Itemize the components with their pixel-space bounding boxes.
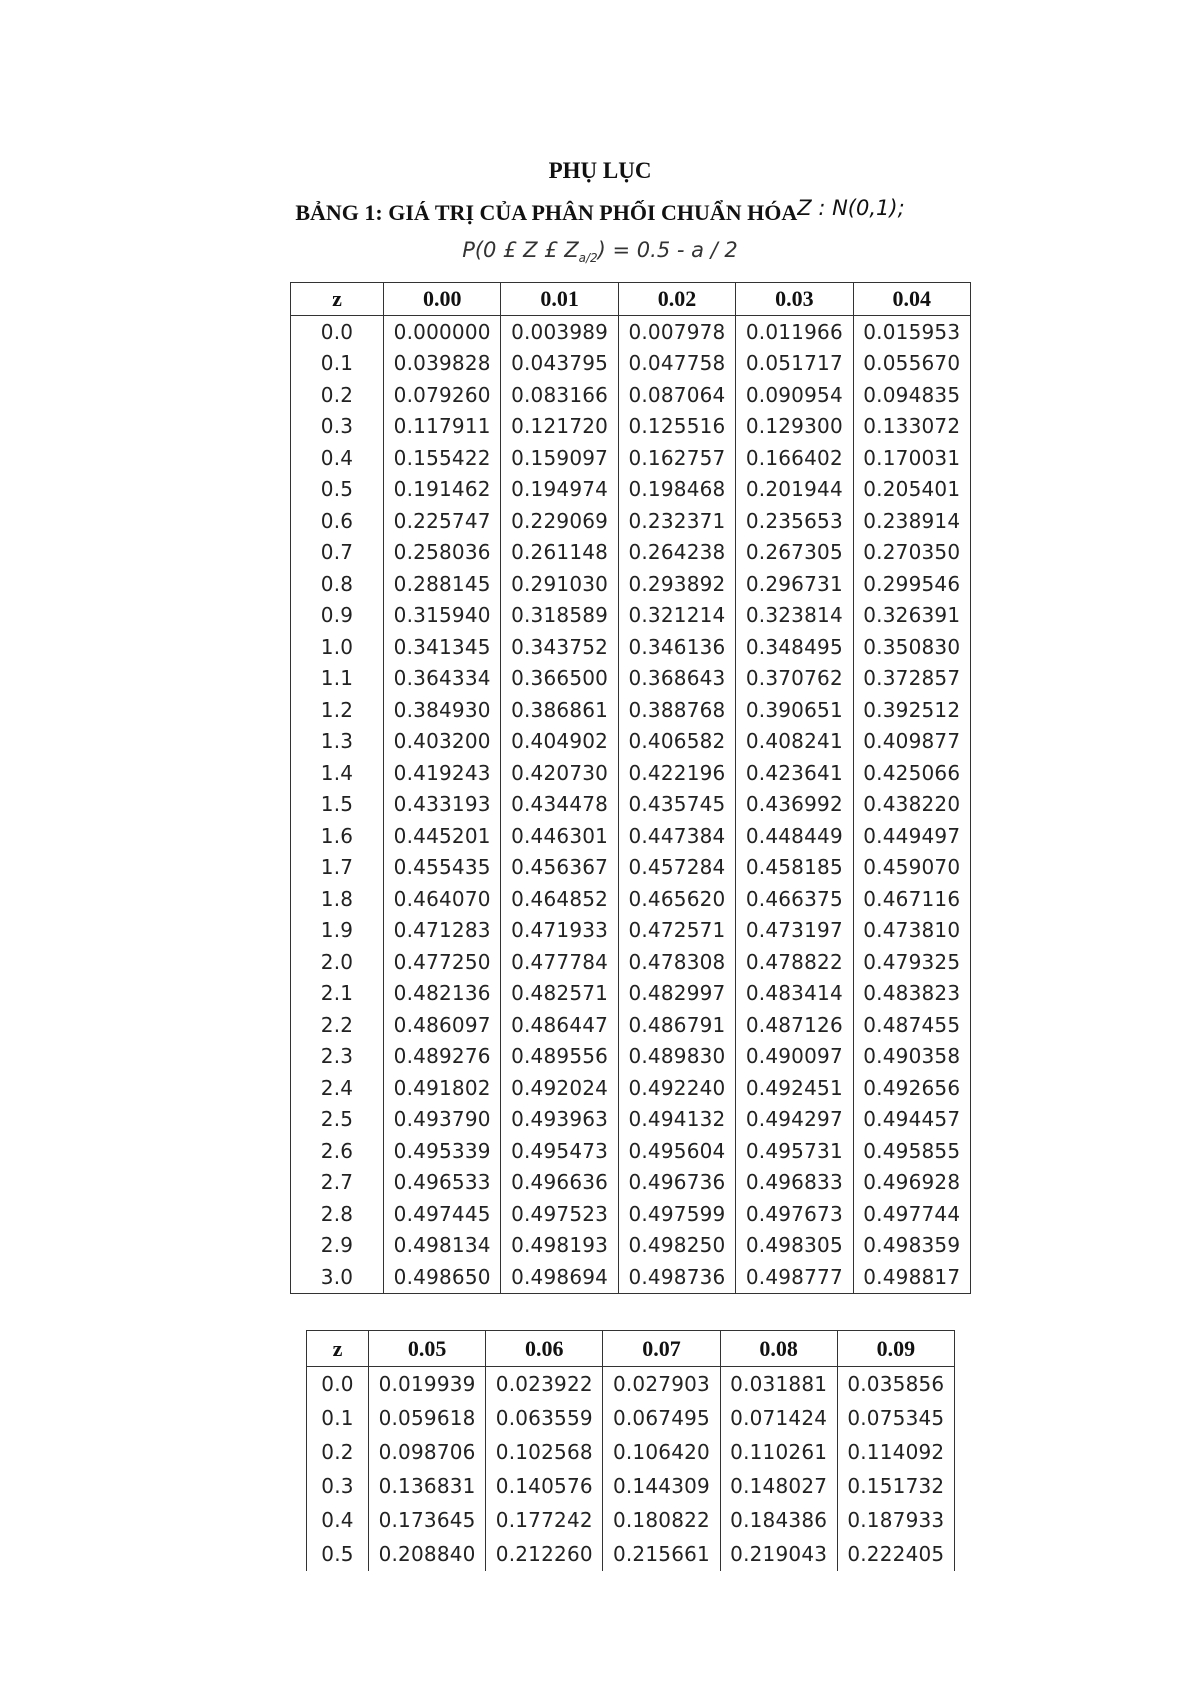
probability-cell: 0.477784 (501, 946, 618, 978)
probability-cell: 0.094835 (853, 379, 970, 411)
probability-cell: 0.047758 (618, 348, 735, 380)
probability-cell: 0.497673 (736, 1198, 853, 1230)
table-row (291, 820, 971, 852)
table-row (291, 1104, 971, 1136)
formula-main: P(0 £ Z £ Z (462, 238, 579, 262)
probability-cell: 0.288145 (384, 568, 501, 600)
distribution-notation: Z : N(0,1); (797, 196, 905, 220)
probability-cell: 0.366500 (501, 663, 618, 695)
probability-cell: 0.497523 (501, 1198, 618, 1230)
table-row (291, 757, 971, 789)
probability-cell: 0.343752 (501, 631, 618, 663)
probability-cell: 0.075345 (837, 1401, 954, 1435)
probability-cell: 0.011966 (736, 316, 853, 348)
probability-cell: 0.491802 (384, 1072, 501, 1104)
probability-cell: 0.498817 (853, 1261, 970, 1293)
probability-cell: 0.477250 (384, 946, 501, 978)
column-header-z: z (291, 283, 384, 316)
probability-cell: 0.473197 (736, 915, 853, 947)
probability-cell: 0.102568 (486, 1435, 603, 1469)
z-value-cell: 0.5 (307, 1537, 369, 1571)
table-header-row (291, 283, 971, 316)
z-value-cell: 2.8 (291, 1198, 384, 1230)
probability-cell: 0.187933 (837, 1503, 954, 1537)
probability-cell: 0.406582 (618, 726, 735, 758)
probability-cell: 0.472571 (618, 915, 735, 947)
probability-cell: 0.318589 (501, 600, 618, 632)
probability-cell: 0.370762 (736, 663, 853, 695)
z-value-cell: 1.9 (291, 915, 384, 947)
probability-cell: 0.087064 (618, 379, 735, 411)
column-header: 0.00 (384, 283, 501, 316)
table-row (291, 915, 971, 947)
probability-cell: 0.497744 (853, 1198, 970, 1230)
probability-cell: 0.293892 (618, 568, 735, 600)
probability-cell: 0.497599 (618, 1198, 735, 1230)
probability-cell: 0.384930 (384, 694, 501, 726)
z-value-cell: 2.6 (291, 1135, 384, 1167)
probability-cell: 0.498134 (384, 1230, 501, 1262)
probability-cell: 0.110261 (720, 1435, 837, 1469)
probability-cell: 0.498359 (853, 1230, 970, 1262)
probability-cell: 0.490097 (736, 1041, 853, 1073)
column-header: 0.02 (618, 283, 735, 316)
z-value-cell: 0.0 (307, 1367, 369, 1402)
table-row (291, 537, 971, 569)
z-table-part-1 (290, 282, 971, 1294)
probability-cell: 0.194974 (501, 474, 618, 506)
z-value-cell: 1.7 (291, 852, 384, 884)
table-row (307, 1435, 955, 1469)
probability-cell: 0.495731 (736, 1135, 853, 1167)
probability-cell: 0.392512 (853, 694, 970, 726)
table-row (291, 316, 971, 348)
probability-cell: 0.027903 (603, 1367, 720, 1402)
probability-cell: 0.035856 (837, 1367, 954, 1402)
probability-cell: 0.299546 (853, 568, 970, 600)
table-row (291, 631, 971, 663)
probability-cell: 0.148027 (720, 1469, 837, 1503)
probability-cell: 0.023922 (486, 1367, 603, 1402)
probability-cell: 0.388768 (618, 694, 735, 726)
probability-cell: 0.015953 (853, 316, 970, 348)
probability-cell: 0.079260 (384, 379, 501, 411)
probability-cell: 0.422196 (618, 757, 735, 789)
probability-cell: 0.258036 (384, 537, 501, 569)
column-header: 0.05 (369, 1331, 486, 1367)
probability-cell: 0.219043 (720, 1537, 837, 1571)
probability-cell: 0.492024 (501, 1072, 618, 1104)
probability-cell: 0.106420 (603, 1435, 720, 1469)
probability-cell: 0.208840 (369, 1537, 486, 1571)
formula-subscript: a/2 (578, 251, 598, 266)
probability-cell: 0.498777 (736, 1261, 853, 1293)
probability-cell: 0.386861 (501, 694, 618, 726)
probability-cell: 0.496928 (853, 1167, 970, 1199)
probability-cell: 0.449497 (853, 820, 970, 852)
probability-cell: 0.467116 (853, 883, 970, 915)
probability-cell: 0.498250 (618, 1230, 735, 1262)
table-header-row (307, 1331, 955, 1367)
probability-cell: 0.235653 (736, 505, 853, 537)
probability-cell: 0.445201 (384, 820, 501, 852)
probability-cell: 0.486447 (501, 1009, 618, 1041)
z-value-cell: 0.8 (291, 568, 384, 600)
table-row (291, 1167, 971, 1199)
probability-cell: 0.003989 (501, 316, 618, 348)
probability-cell: 0.264238 (618, 537, 735, 569)
probability-cell: 0.487455 (853, 1009, 970, 1041)
probability-cell: 0.031881 (720, 1367, 837, 1402)
probability-cell: 0.489830 (618, 1041, 735, 1073)
probability-cell: 0.492240 (618, 1072, 735, 1104)
table-row (291, 1009, 971, 1041)
probability-cell: 0.166402 (736, 442, 853, 474)
column-header: 0.09 (837, 1331, 954, 1367)
probability-cell: 0.455435 (384, 852, 501, 884)
probability-cell: 0.456367 (501, 852, 618, 884)
probability-cell: 0.326391 (853, 600, 970, 632)
probability-cell: 0.495339 (384, 1135, 501, 1167)
probability-cell: 0.495473 (501, 1135, 618, 1167)
probability-cell: 0.486791 (618, 1009, 735, 1041)
probability-cell: 0.498193 (501, 1230, 618, 1262)
probability-cell: 0.350830 (853, 631, 970, 663)
table-row (291, 442, 971, 474)
z-value-cell: 0.0 (291, 316, 384, 348)
probability-cell: 0.403200 (384, 726, 501, 758)
probability-cell: 0.055670 (853, 348, 970, 380)
probability-cell: 0.408241 (736, 726, 853, 758)
table-row (307, 1537, 955, 1571)
probability-cell: 0.498694 (501, 1261, 618, 1293)
table-row (291, 411, 971, 443)
probability-cell: 0.039828 (384, 348, 501, 380)
probability-cell: 0.495855 (853, 1135, 970, 1167)
z-value-cell: 1.5 (291, 789, 384, 821)
table-row (291, 379, 971, 411)
z-table-part-2 (306, 1330, 955, 1571)
probability-cell: 0.225747 (384, 505, 501, 537)
table-row (291, 474, 971, 506)
probability-cell: 0.434478 (501, 789, 618, 821)
probability-cell: 0.433193 (384, 789, 501, 821)
probability-cell: 0.438220 (853, 789, 970, 821)
probability-cell: 0.447384 (618, 820, 735, 852)
probability-cell: 0.098706 (369, 1435, 486, 1469)
probability-cell: 0.471283 (384, 915, 501, 947)
probability-cell: 0.051717 (736, 348, 853, 380)
z-value-cell: 2.2 (291, 1009, 384, 1041)
probability-cell: 0.215661 (603, 1537, 720, 1571)
z-value-cell: 2.5 (291, 1104, 384, 1136)
z-value-cell: 0.1 (291, 348, 384, 380)
probability-cell: 0.000000 (384, 316, 501, 348)
table-row (291, 852, 971, 884)
z-value-cell: 1.0 (291, 631, 384, 663)
probability-cell: 0.458185 (736, 852, 853, 884)
probability-cell: 0.486097 (384, 1009, 501, 1041)
probability-cell: 0.364334 (384, 663, 501, 695)
probability-cell: 0.496636 (501, 1167, 618, 1199)
probability-cell: 0.478822 (736, 946, 853, 978)
probability-cell: 0.136831 (369, 1469, 486, 1503)
probability-cell: 0.482136 (384, 978, 501, 1010)
probability-cell: 0.464070 (384, 883, 501, 915)
probability-cell: 0.162757 (618, 442, 735, 474)
probability-cell: 0.482571 (501, 978, 618, 1010)
table-row (291, 1072, 971, 1104)
z-value-cell: 1.4 (291, 757, 384, 789)
z-value-cell: 2.9 (291, 1230, 384, 1262)
z-value-cell: 1.6 (291, 820, 384, 852)
table-row (291, 600, 971, 632)
probability-cell: 0.144309 (603, 1469, 720, 1503)
z-value-cell: 0.2 (291, 379, 384, 411)
probability-cell: 0.090954 (736, 379, 853, 411)
z-value-cell: 0.6 (291, 505, 384, 537)
probability-cell: 0.423641 (736, 757, 853, 789)
table-row (291, 568, 971, 600)
z-value-cell: 2.1 (291, 978, 384, 1010)
probability-cell: 0.043795 (501, 348, 618, 380)
column-header-z: z (307, 1331, 369, 1367)
probability-cell: 0.494457 (853, 1104, 970, 1136)
z-value-cell: 2.7 (291, 1167, 384, 1199)
column-header: 0.06 (486, 1331, 603, 1367)
probability-cell: 0.151732 (837, 1469, 954, 1503)
table-row (291, 978, 971, 1010)
probability-cell: 0.170031 (853, 442, 970, 474)
probability-cell: 0.321214 (618, 600, 735, 632)
probability-cell: 0.270350 (853, 537, 970, 569)
probability-cell: 0.490358 (853, 1041, 970, 1073)
formula-tail: ) = 0.5 - a / 2 (597, 238, 738, 262)
z-value-cell: 1.8 (291, 883, 384, 915)
probability-cell: 0.483823 (853, 978, 970, 1010)
probability-cell: 0.315940 (384, 600, 501, 632)
probability-cell: 0.493790 (384, 1104, 501, 1136)
probability-cell: 0.083166 (501, 379, 618, 411)
table-row (291, 1230, 971, 1262)
probability-cell: 0.191462 (384, 474, 501, 506)
probability-cell: 0.346136 (618, 631, 735, 663)
probability-cell: 0.435745 (618, 789, 735, 821)
probability-cell: 0.498650 (384, 1261, 501, 1293)
probability-cell: 0.222405 (837, 1537, 954, 1571)
probability-cell: 0.464852 (501, 883, 618, 915)
probability-cell: 0.173645 (369, 1503, 486, 1537)
probability-cell: 0.457284 (618, 852, 735, 884)
probability-cell: 0.117911 (384, 411, 501, 443)
probability-cell: 0.446301 (501, 820, 618, 852)
column-header: 0.04 (853, 283, 970, 316)
probability-cell: 0.198468 (618, 474, 735, 506)
probability-cell: 0.372857 (853, 663, 970, 695)
table-row (291, 1198, 971, 1230)
table-row (291, 946, 971, 978)
z-value-cell: 3.0 (291, 1261, 384, 1293)
table-row (291, 789, 971, 821)
table-row (291, 505, 971, 537)
probability-cell: 0.291030 (501, 568, 618, 600)
probability-cell: 0.238914 (853, 505, 970, 537)
z-value-cell: 0.3 (307, 1469, 369, 1503)
table-row (291, 348, 971, 380)
probability-cell: 0.459070 (853, 852, 970, 884)
probability-cell: 0.180822 (603, 1503, 720, 1537)
probability-cell: 0.323814 (736, 600, 853, 632)
probability-cell: 0.498305 (736, 1230, 853, 1262)
probability-cell: 0.205401 (853, 474, 970, 506)
z-value-cell: 0.1 (307, 1401, 369, 1435)
probability-cell: 0.296731 (736, 568, 853, 600)
probability-cell: 0.425066 (853, 757, 970, 789)
table-row (307, 1401, 955, 1435)
probability-cell: 0.478308 (618, 946, 735, 978)
probability-cell: 0.487126 (736, 1009, 853, 1041)
probability-cell: 0.125516 (618, 411, 735, 443)
probability-cell: 0.059618 (369, 1401, 486, 1435)
probability-cell: 0.419243 (384, 757, 501, 789)
probability-cell: 0.493963 (501, 1104, 618, 1136)
probability-cell: 0.267305 (736, 537, 853, 569)
z-value-cell: 2.0 (291, 946, 384, 978)
page-title: PHỤ LỤC (548, 158, 652, 183)
probability-cell: 0.489556 (501, 1041, 618, 1073)
table-row (291, 663, 971, 695)
probability-cell: 0.494297 (736, 1104, 853, 1136)
probability-cell: 0.229069 (501, 505, 618, 537)
table-row (291, 694, 971, 726)
probability-cell: 0.492451 (736, 1072, 853, 1104)
probability-cell: 0.071424 (720, 1401, 837, 1435)
probability-cell: 0.420730 (501, 757, 618, 789)
z-value-cell: 2.4 (291, 1072, 384, 1104)
z-value-cell: 1.3 (291, 726, 384, 758)
probability-cell: 0.483414 (736, 978, 853, 1010)
probability-cell: 0.465620 (618, 883, 735, 915)
z-value-cell: 0.3 (291, 411, 384, 443)
z-value-cell: 0.4 (307, 1503, 369, 1537)
caption-text: BẢNG 1: GIÁ TRỊ CỦA PHÂN PHỐI CHUẨN HÓA (295, 200, 798, 225)
probability-cell: 0.489276 (384, 1041, 501, 1073)
probability-cell: 0.448449 (736, 820, 853, 852)
probability-cell: 0.404902 (501, 726, 618, 758)
z-value-cell: 0.5 (291, 474, 384, 506)
probability-cell: 0.471933 (501, 915, 618, 947)
probability-cell: 0.159097 (501, 442, 618, 474)
probability-cell: 0.466375 (736, 883, 853, 915)
column-header: 0.07 (603, 1331, 720, 1367)
probability-cell: 0.184386 (720, 1503, 837, 1537)
probability-cell: 0.479325 (853, 946, 970, 978)
probability-cell: 0.114092 (837, 1435, 954, 1469)
probability-formula (0, 238, 1200, 265)
table-row (307, 1367, 955, 1402)
table-row (307, 1469, 955, 1503)
table-row (291, 1135, 971, 1167)
probability-cell: 0.496736 (618, 1167, 735, 1199)
probability-cell: 0.232371 (618, 505, 735, 537)
probability-cell: 0.133072 (853, 411, 970, 443)
z-value-cell: 0.2 (307, 1435, 369, 1469)
table-row (291, 1041, 971, 1073)
probability-cell: 0.390651 (736, 694, 853, 726)
z-value-cell: 2.3 (291, 1041, 384, 1073)
probability-cell: 0.436992 (736, 789, 853, 821)
probability-cell: 0.409877 (853, 726, 970, 758)
z-value-cell: 1.2 (291, 694, 384, 726)
column-header: 0.08 (720, 1331, 837, 1367)
probability-cell: 0.497445 (384, 1198, 501, 1230)
probability-cell: 0.121720 (501, 411, 618, 443)
table-caption (0, 196, 1200, 226)
column-header: 0.01 (501, 283, 618, 316)
probability-cell: 0.019939 (369, 1367, 486, 1402)
table-row (291, 726, 971, 758)
table-row (307, 1503, 955, 1537)
z-value-cell: 0.7 (291, 537, 384, 569)
probability-cell: 0.212260 (486, 1537, 603, 1571)
probability-cell: 0.368643 (618, 663, 735, 695)
probability-cell: 0.492656 (853, 1072, 970, 1104)
table-row (291, 883, 971, 915)
probability-cell: 0.067495 (603, 1401, 720, 1435)
table-row (291, 1261, 971, 1293)
probability-cell: 0.063559 (486, 1401, 603, 1435)
probability-cell: 0.177242 (486, 1503, 603, 1537)
probability-cell: 0.482997 (618, 978, 735, 1010)
probability-cell: 0.473810 (853, 915, 970, 947)
z-value-cell: 0.9 (291, 600, 384, 632)
probability-cell: 0.261148 (501, 537, 618, 569)
probability-cell: 0.496833 (736, 1167, 853, 1199)
probability-cell: 0.348495 (736, 631, 853, 663)
probability-cell: 0.495604 (618, 1135, 735, 1167)
probability-cell: 0.007978 (618, 316, 735, 348)
probability-cell: 0.341345 (384, 631, 501, 663)
probability-cell: 0.129300 (736, 411, 853, 443)
probability-cell: 0.201944 (736, 474, 853, 506)
probability-cell: 0.498736 (618, 1261, 735, 1293)
probability-cell: 0.140576 (486, 1469, 603, 1503)
z-value-cell: 0.4 (291, 442, 384, 474)
probability-cell: 0.494132 (618, 1104, 735, 1136)
probability-cell: 0.496533 (384, 1167, 501, 1199)
z-value-cell: 1.1 (291, 663, 384, 695)
column-header: 0.03 (736, 283, 853, 316)
probability-cell: 0.155422 (384, 442, 501, 474)
